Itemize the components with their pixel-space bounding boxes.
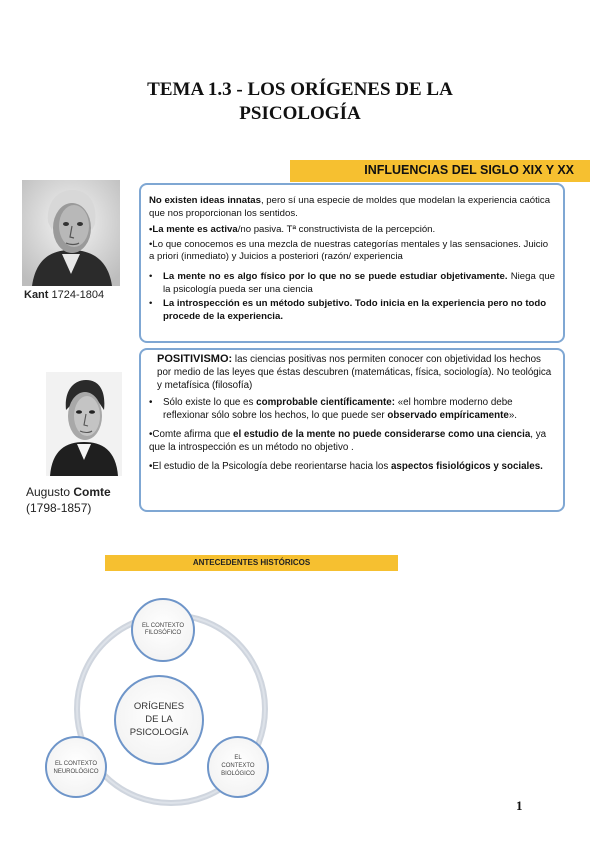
comte-b1-end: ». xyxy=(508,410,517,422)
kant-para-3: •Lo que conocemos es una mezcla de nuestras categorías mentales y las sensaciones. Juicio a priori (inmediato) y Juicios a posteriori (razón/ experiencia xyxy=(149,238,549,263)
comte-b1-bold2: observado empíricamente xyxy=(387,410,509,422)
kant-para-1 xyxy=(149,195,555,220)
center-line-2: DE LA xyxy=(145,714,173,725)
comte-text-box xyxy=(139,348,565,512)
kant-b1-bold: La mente no es algo físico por lo que no se puede estudiar objetivamente. xyxy=(163,270,508,282)
comte-p1-rest: las ciencias positivas nos permiten conocer con objetividad los hechos por medio de las leyes que éstas descubren (matemáticas, física, sociología). No teológica y metafísica (filosofía) xyxy=(157,354,552,391)
comte-portrait xyxy=(46,372,122,476)
node-right-line-2: CONTEXTO xyxy=(221,763,255,769)
title-line-1: TEMA 1.3 - LOS ORÍGENES DE LA xyxy=(147,79,453,100)
kant-p2-rest: /no pasiva. Tª constructivista de la percepción. xyxy=(237,224,436,236)
comte-para-3 xyxy=(149,461,555,474)
antecedentes-banner: ANTECEDENTES HISTÓRICOS xyxy=(105,555,398,571)
node-top-line-1: EL CONTEXTO xyxy=(141,623,185,629)
kant-bullet-1: • La mente no es algo físico por lo que no se puede estudiar objetivamente. Niega que la psicología pueda ser una ciencia xyxy=(149,270,556,295)
center-line-3: PSICOLOGÍA xyxy=(129,727,189,738)
node-biologico xyxy=(208,737,268,797)
comte-para-1 xyxy=(149,353,555,392)
kant-para-2 xyxy=(149,224,555,237)
kant-name: Kant xyxy=(24,289,49,301)
influencias-banner: INFLUENCIAS DEL SIGLO XIX Y XX xyxy=(290,160,590,182)
title-line-2: PSICOLOGÍA xyxy=(239,103,361,124)
origins-cycle-diagram xyxy=(40,585,300,810)
comte-bullet-1: • Sólo existe lo que es comprobable científicamente: «el hombre moderno debe reflexionar sólo sobre los hechos, lo que puede ser observado empíricamente». xyxy=(149,397,517,422)
kant-b2-bold: La introspección es un método subjetivo. Todo inicia en la experiencia pero no todo procede de la experiencia. xyxy=(163,298,547,322)
node-right-line-3: BIOLÓGICO xyxy=(221,771,255,777)
node-top-line-2: FILOSÓFICO xyxy=(144,630,182,636)
comte-para-2 xyxy=(149,429,555,455)
node-filosofico xyxy=(132,599,194,661)
comte-p2-bold: el estudio de la mente no puede considerarse como una ciencia xyxy=(233,428,531,440)
node-left-line-1: EL CONTEXTO xyxy=(54,761,98,767)
comte-last-name: Comte xyxy=(73,485,111,499)
comte-caption xyxy=(26,484,111,516)
page-title xyxy=(0,78,600,126)
kant-years: 1724-1804 xyxy=(48,289,105,301)
center-node xyxy=(115,676,203,764)
kant-caption xyxy=(24,289,104,301)
comte-p1-bold: POSITIVISMO: xyxy=(157,353,233,365)
comte-b1-pre: Sólo existe lo que es xyxy=(163,397,257,409)
comte-b1-bold: comprobable científicamente: xyxy=(256,397,395,409)
kant-bullet-2: • La introspección es un método subjetivo. Todo inicia en la experiencia pero no todo procede de la experiencia. xyxy=(149,298,555,323)
kant-p1-rest: , pero sí una especie de moldes que modelan la experiencia caótica que nos proporcionan los sentidos. xyxy=(149,195,551,219)
comte-b1-mid: «el hombre moderno debe reflexionar sólo sobre los hechos, lo que puede ser xyxy=(163,397,513,422)
comte-p2-pre: •Comte afirma que xyxy=(149,428,234,440)
kant-portrait xyxy=(22,180,120,286)
page-number: 1 xyxy=(516,798,523,813)
comte-p2-rest: , ya que la introspección es un método no objetivo . xyxy=(149,428,547,453)
kant-p1-bold: No existen ideas innatas xyxy=(149,195,261,206)
comte-years: (1798-1857) xyxy=(26,501,92,515)
node-right-line-1: EL xyxy=(234,755,242,761)
comte-first-name: Augusto xyxy=(26,485,74,499)
kant-text-box xyxy=(139,183,565,343)
node-neurologico xyxy=(46,737,106,797)
node-left-line-2: NEUROLÓGICO xyxy=(53,769,99,775)
comte-p3-pre: •El estudio de la Psicología debe xyxy=(149,460,295,472)
kant-b1-rest: Niega que la psicología pueda ser una ciencia xyxy=(163,270,556,295)
comte-p3-mid: reorientarse hacia los xyxy=(294,460,391,472)
kant-p2-bold: •La mente es activa xyxy=(149,224,238,236)
center-line-1: ORÍGENES xyxy=(133,701,185,712)
comte-p3-bold: aspectos fisiológicos y sociales. xyxy=(390,460,543,472)
